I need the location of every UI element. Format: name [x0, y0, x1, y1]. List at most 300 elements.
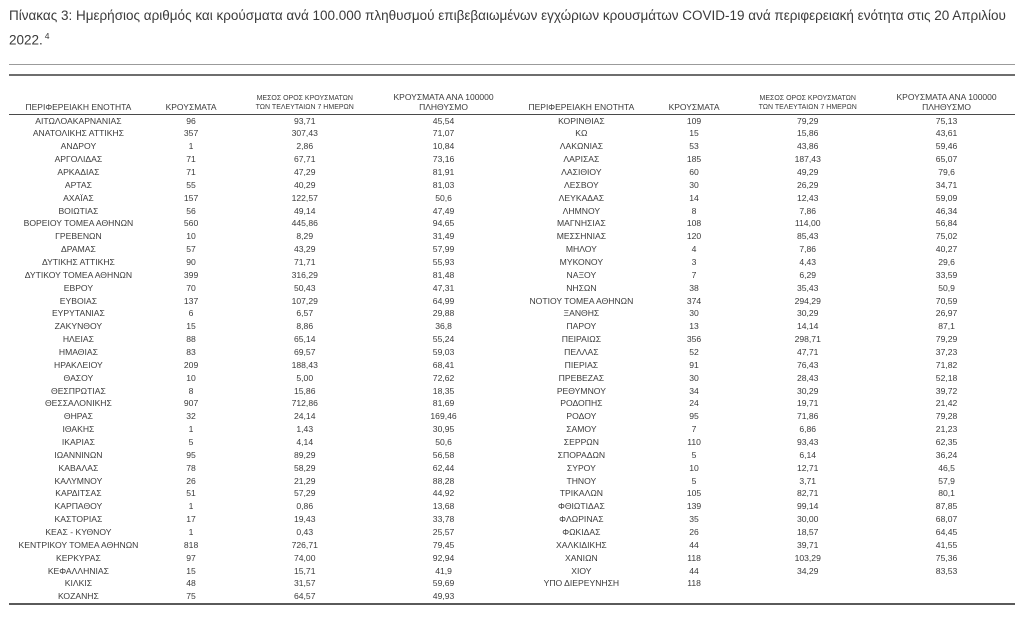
table-row: [9, 372, 1015, 385]
cell-per100k: 18,35: [432, 385, 455, 396]
table-row: [9, 436, 1015, 449]
cell-per100k: 50,6: [435, 436, 452, 447]
cell-avg7: 8,29: [296, 231, 314, 242]
cell-region: ΤΗΝΟΥ: [566, 475, 597, 486]
table-row: [9, 462, 1015, 475]
cell-per100k: 43,61: [935, 128, 958, 139]
cell-cases: 105: [686, 488, 702, 499]
cell-avg7: 4,43: [799, 256, 817, 267]
cell-region: ΛΑΣΙΘΙΟΥ: [561, 166, 602, 177]
cell-cases: 52: [689, 346, 699, 357]
cell-region: ΠΑΡΟΥ: [566, 321, 597, 332]
cell-per100k: 72,62: [432, 372, 455, 383]
cell-avg7: 712,86: [291, 398, 318, 409]
cell-avg7: 71,71: [293, 256, 316, 267]
cell-avg7: 1,43: [296, 424, 314, 435]
cell-avg7: 6,14: [799, 449, 817, 460]
cell-cases: 30: [689, 308, 699, 319]
cell-cases: 34: [689, 385, 699, 396]
cell-cases: 109: [686, 115, 702, 126]
table-row: [9, 179, 1015, 192]
table-row: [9, 590, 1015, 604]
cell-avg7: 12,43: [796, 192, 819, 203]
cell-per100k: 169,46: [430, 411, 457, 422]
cell-per100k: 71,82: [935, 359, 958, 370]
cell-avg7: 58,29: [293, 462, 316, 473]
cell-cases: 32: [186, 411, 196, 422]
cell-region: ΦΩΚΙΔΑΣ: [562, 527, 601, 537]
cell-region: ΜΕΣΣΗΝΙΑΣ: [556, 231, 607, 242]
cell-avg7: 26,29: [796, 179, 819, 190]
cell-cases: 10: [689, 462, 699, 473]
cell-per100k: 47,49: [432, 205, 455, 216]
cell-avg7: 24,14: [293, 411, 316, 422]
table-row: [9, 500, 1015, 513]
cell-avg7: 30,29: [796, 385, 819, 396]
cell-avg7: 43,29: [293, 244, 316, 255]
cell-region: ΚΑΒΑΛΑΣ: [58, 462, 99, 473]
table-header: [9, 76, 1015, 115]
cell-avg7: 6,29: [799, 269, 817, 280]
col-header-cases-right: ΚΡΟΥΣΜΑΤΑ: [651, 76, 738, 115]
cell-per100k: 34,71: [935, 179, 958, 190]
cell-cases: 157: [183, 192, 199, 203]
cell-region: ΑΧΑΪΑΣ: [63, 192, 94, 203]
cell-cases: 60: [689, 166, 699, 177]
table-row: [9, 153, 1015, 166]
table-row: [9, 449, 1015, 462]
table-row: [9, 243, 1015, 256]
cell-avg7: 89,29: [293, 449, 316, 460]
cell-per100k: 29,6: [938, 256, 955, 267]
cell-per100k: 30,95: [432, 424, 455, 435]
cell-avg7: 99,14: [796, 501, 819, 512]
cell-region: ΑΡΓΟΛΙΔΑΣ: [54, 154, 103, 165]
cell-per100k: 50,9: [938, 282, 955, 293]
cell-region: ΑΡΚΑΔΙΑΣ: [57, 166, 100, 177]
cell-per100k: 37,23: [935, 346, 958, 357]
cell-cases: 91: [689, 359, 699, 370]
cell-cases: 907: [183, 398, 199, 409]
cell-avg7: 726,71: [291, 539, 318, 550]
table-row: [9, 192, 1015, 205]
table-body: [9, 114, 1015, 604]
table-row: [9, 410, 1015, 423]
cell-cases: 356: [686, 334, 702, 345]
cell-avg7: 57,29: [293, 488, 316, 499]
cell-avg7: 15,71: [293, 565, 316, 576]
cell-avg7: 79,29: [796, 115, 819, 126]
cell-cases: 56: [186, 205, 196, 216]
cell-region: ΚΕΝΤΡΙΚΟΥ ΤΟΜΕΑ ΑΘΗΝΩΝ: [18, 539, 139, 550]
cell-per100k: 36,8: [435, 321, 452, 332]
cell-cases: 7: [691, 424, 697, 435]
cell-cases: 139: [686, 501, 702, 512]
cell-region: ΘΕΣΠΡΩΤΙΑΣ: [51, 385, 106, 396]
cell-per100k: 80,1: [938, 488, 955, 499]
cell-avg7: 19,71: [796, 398, 819, 409]
cell-avg7: 4,14: [296, 436, 314, 447]
cell-avg7: 40,29: [293, 179, 316, 190]
cell-cases: 14: [689, 192, 699, 203]
cell-region: ΒΟΙΩΤΙΑΣ: [58, 205, 99, 216]
cell-cases: 71: [186, 166, 196, 177]
cell-per100k: 62,35: [935, 436, 958, 447]
cell-cases: 10: [186, 372, 196, 383]
cell-cases: 108: [686, 218, 702, 229]
cell-region: ΘΗΡΑΣ: [63, 411, 93, 422]
cell-region: ΓΡΕΒΕΝΩΝ: [55, 231, 102, 242]
table-caption-text: Πίνακας 3: Ημερήσιος αριθμός και κρούσματα ανά 100.000 πληθυσμού επιβεβαιωμένων εγχώριων κρουσμάτων COVID-19 ανά περιφερειακή ενότητα στις 20 Απριλίου 2022.: [9, 8, 1006, 48]
cell-region: ΧΑΝΙΩΝ: [565, 552, 598, 563]
cell-region: ΛΑΚΩΝΙΑΣ: [559, 141, 604, 152]
table-row: [9, 205, 1015, 218]
cell-cases: 48: [186, 578, 196, 589]
cell-per100k: 40,27: [935, 244, 958, 255]
table-row: [9, 552, 1015, 565]
cell-per100k: 79,6: [938, 166, 955, 177]
cell-avg7: 71,86: [796, 411, 819, 422]
cell-per100k: 29,88: [432, 308, 455, 319]
cell-cases: 374: [686, 295, 702, 306]
cell-avg7: 74,00: [293, 552, 316, 563]
cell-region: ΙΚΑΡΙΑΣ: [61, 436, 95, 447]
cell-region: ΝΑΞΟΥ: [566, 269, 597, 280]
cell-region: ΤΡΙΚΑΛΩΝ: [559, 488, 603, 499]
cell-avg7: 30,00: [796, 514, 819, 525]
cell-per100k: 21,42: [935, 398, 958, 409]
cell-avg7: 114,00: [794, 218, 821, 229]
cell-region: ΑΝΑΤΟΛΙΚΗΣ ΑΤΤΙΚΗΣ: [32, 128, 124, 139]
cell-avg7: 307,43: [291, 128, 318, 139]
cell-cases: 1: [188, 527, 194, 537]
cell-avg7: 187,43: [794, 154, 821, 165]
cell-region: ΚΙΛΚΙΣ: [64, 578, 93, 589]
cell-cases: 15: [186, 321, 196, 332]
cell-per100k: 50,6: [435, 192, 452, 203]
cell-per100k: 94,65: [432, 218, 455, 229]
cell-cases: 26: [689, 527, 699, 537]
cell-region: ΚΑΣΤΟΡΙΑΣ: [54, 514, 103, 525]
cell-avg7: 15,86: [796, 128, 819, 139]
cell-region: ΙΩΑΝΝΙΝΩΝ: [54, 449, 103, 460]
table-row: [9, 577, 1015, 590]
cell-region: ΛΕΥΚΑΔΑΣ: [558, 192, 605, 203]
cell-region: ΚΑΡΔΙΤΣΑΣ: [55, 488, 102, 499]
cell-region: ΛΑΡΙΣΑΣ: [563, 154, 600, 165]
cell-cases: 30: [689, 179, 699, 190]
cell-per100k: 41,9: [435, 565, 452, 576]
cell-avg7: 5,00: [296, 372, 314, 383]
table-row: [9, 565, 1015, 578]
cell-per100k: 88,28: [432, 475, 455, 486]
cell-cases: 15: [186, 565, 196, 576]
col-header-region-left: ΠΕΡΙΦΕΡΕΙΑΚΗ ΕΝΟΤΗΤΑ: [9, 76, 148, 115]
table-row: [9, 282, 1015, 295]
cell-avg7: 15,86: [293, 385, 316, 396]
cell-avg7: 31,57: [293, 578, 316, 589]
table-row: [9, 526, 1015, 539]
cell-region: ΒΟΡΕΙΟΥ ΤΟΜΕΑ ΑΘΗΝΩΝ: [23, 218, 134, 229]
cell-region: ΔΡΑΜΑΣ: [61, 244, 96, 255]
cell-region: ΠΡΕΒΕΖΑΣ: [558, 372, 605, 383]
cell-region: ΠΕΛΛΑΣ: [564, 346, 599, 357]
cell-cases: 88: [186, 334, 196, 345]
table-row: [9, 487, 1015, 500]
cell-per100k: 21,23: [935, 424, 958, 435]
cell-avg7: 30,29: [796, 308, 819, 319]
cell-per100k: 79,28: [935, 411, 958, 422]
cell-region: ΚΕΦΑΛΛΗΝΙΑΣ: [47, 565, 109, 576]
cell-per100k: 62,44: [432, 462, 455, 473]
cell-avg7: 316,29: [291, 269, 318, 280]
cell-avg7: 65,14: [293, 334, 316, 345]
cell-avg7: 93,43: [796, 436, 819, 447]
cell-avg7: 14,14: [796, 321, 819, 332]
col-header-cases-left: ΚΡΟΥΣΜΑΤΑ: [148, 76, 235, 115]
cell-per100k: [878, 577, 1015, 590]
cell-cases: 51: [186, 488, 196, 499]
cell-per100k: 55,24: [432, 334, 455, 345]
cell-avg7: 34,29: [796, 565, 819, 576]
cell-cases: 818: [183, 539, 199, 550]
cell-per100k: 87,1: [938, 321, 955, 332]
cell-region: ΠΙΕΡΙΑΣ: [564, 359, 599, 370]
cell-per100k: 31,49: [432, 231, 455, 242]
cell-region: ΜΗΛΟΥ: [565, 244, 597, 255]
cell-cases: 53: [689, 141, 699, 152]
col-header-per100k-right: ΚΡΟΥΣΜΑΤΑ ΑΝΑ 100000 ΠΛΗΘΥΣΜΟ: [878, 76, 1015, 115]
cell-avg7: 69,57: [293, 346, 316, 357]
cell-region: ΑΙΤΩΛΟΑΚΑΡΝΑΝΙΑΣ: [35, 115, 122, 126]
cell-cases: [651, 590, 738, 604]
cell-cases: 95: [689, 411, 699, 422]
cell-region: ΘΕΣΣΑΛΟΝΙΚΗΣ: [44, 398, 112, 409]
table-row: [9, 140, 1015, 153]
cell-cases: 5: [691, 449, 697, 460]
cell-cases: 35: [689, 514, 699, 525]
cell-per100k: 75,36: [935, 552, 958, 563]
cell-avg7: [737, 590, 878, 604]
table-row: [9, 385, 1015, 398]
cell-avg7: 47,71: [796, 346, 819, 357]
cell-region: ΡΟΔΟΥ: [566, 411, 597, 422]
cell-per100k: 25,57: [432, 527, 455, 537]
cell-avg7: 12,71: [796, 462, 819, 473]
cell-avg7: 76,43: [796, 359, 819, 370]
cell-per100k: 52,18: [935, 372, 958, 383]
cell-cases: 70: [186, 282, 196, 293]
cell-cases: 15: [689, 128, 699, 139]
cell-avg7: 294,29: [794, 295, 821, 306]
cell-avg7: 19,43: [293, 514, 316, 525]
cell-avg7: 2,86: [296, 141, 314, 152]
cell-cases: 1: [188, 424, 194, 435]
table-row: [9, 295, 1015, 308]
cell-avg7: 8,86: [296, 321, 314, 332]
cell-per100k: 56,58: [432, 449, 455, 460]
table-row: [9, 513, 1015, 526]
table-row: [9, 230, 1015, 243]
cell-per100k: 79,45: [432, 539, 455, 550]
cell-region: ΛΕΣΒΟΥ: [564, 179, 599, 190]
cell-avg7: 50,43: [293, 282, 316, 293]
cell-cases: 1: [188, 501, 194, 512]
cell-region: ΚΩ: [575, 128, 588, 139]
cell-avg7: 39,71: [796, 539, 819, 550]
table-row: [9, 320, 1015, 333]
cell-per100k: 83,53: [935, 565, 958, 576]
cell-avg7: 93,71: [293, 115, 316, 126]
col-header-region-right: ΠΕΡΙΦΕΡΕΙΑΚΗ ΕΝΟΤΗΤΑ: [512, 76, 651, 115]
cell-region: ΚΑΛΥΜΝΟΥ: [54, 475, 103, 486]
cell-cases: 560: [183, 218, 199, 229]
cell-per100k: [878, 590, 1015, 604]
cell-avg7: 49,14: [293, 205, 316, 216]
cell-per100k: 87,85: [935, 501, 958, 512]
cell-region: ΜΑΓΝΗΣΙΑΣ: [556, 218, 606, 229]
cell-cases: 3: [691, 256, 697, 267]
cell-region: ΗΛΕΙΑΣ: [62, 334, 94, 345]
cell-per100k: 57,99: [432, 244, 455, 255]
cell-per100k: 59,69: [432, 578, 455, 589]
cell-cases: 13: [689, 321, 699, 332]
col-header-per100k-left: ΚΡΟΥΣΜΑΤΑ ΑΝΑ 100000 ΠΛΗΘΥΣΜΟ: [375, 76, 512, 115]
cell-avg7: 67,71: [293, 154, 316, 165]
cell-cases: 5: [691, 475, 697, 486]
cell-per100k: 57,9: [938, 475, 955, 486]
cell-cases: 57: [186, 244, 196, 255]
cell-per100k: 73,16: [432, 154, 455, 165]
cell-per100k: 81,69: [432, 398, 455, 409]
cell-region: ΛΗΜΝΟΥ: [562, 205, 601, 216]
cell-region: ΙΘΑΚΗΣ: [62, 424, 95, 435]
cell-region: ΝΗΣΩΝ: [566, 282, 597, 293]
table-row: [9, 423, 1015, 436]
cell-avg7: 298,71: [794, 334, 821, 345]
cell-avg7: 82,71: [796, 488, 819, 499]
cell-region: ΣΠΟΡΑΔΩΝ: [557, 449, 606, 460]
footnote-marker: 4: [44, 31, 50, 41]
cell-cases: 137: [183, 295, 199, 306]
cell-region: ΚΟΖΑΝΗΣ: [57, 591, 99, 602]
cell-region: ΞΑΝΘΗΣ: [563, 308, 600, 319]
cell-avg7: 18,57: [796, 527, 819, 537]
cell-per100k: 81,91: [432, 166, 455, 177]
cell-cases: 4: [691, 244, 697, 255]
cell-region: ΣΕΡΡΩΝ: [563, 436, 599, 447]
cell-per100k: 79,29: [935, 334, 958, 345]
cell-avg7: 21,29: [293, 475, 316, 486]
cell-per100k: 44,92: [432, 488, 455, 499]
table-row: [9, 127, 1015, 140]
cell-cases: 38: [689, 282, 699, 293]
cell-cases: 118: [687, 578, 701, 589]
col-header-avg7-left: ΜΕΣΟΣ ΟΡΟΣ ΚΡΟΥΣΜΑΤΩΝ ΤΩΝ ΤΕΛΕΥΤΑΙΩΝ 7 ΗΜΕΡΩΝ: [234, 76, 375, 115]
cell-per100k: 71,07: [432, 128, 455, 139]
cell-avg7: 47,29: [293, 166, 316, 177]
cell-per100k: 81,48: [432, 269, 455, 280]
cell-region: [512, 590, 651, 604]
table-row: [9, 114, 1015, 127]
cell-avg7: 43,86: [796, 141, 819, 152]
cell-cases: 8: [691, 205, 697, 216]
cell-avg7: 7,86: [799, 205, 817, 216]
cell-cases: 185: [686, 154, 702, 165]
table-caption: [9, 6, 1015, 51]
cell-region: ΕΥΒΟΙΑΣ: [59, 295, 98, 306]
cell-avg7: 6,57: [296, 308, 314, 319]
cell-per100k: 81,03: [432, 179, 455, 190]
table-row: [9, 333, 1015, 346]
cell-region: ΕΒΡΟΥ: [63, 282, 94, 293]
table-row: [9, 256, 1015, 269]
cell-cases: 26: [186, 475, 196, 486]
cell-per100k: 46,34: [935, 205, 958, 216]
cell-per100k: 33,78: [432, 514, 455, 525]
cell-region: ΧΙΟΥ: [571, 565, 592, 576]
table-row: [9, 346, 1015, 359]
cell-region: ΕΥΡΥΤΑΝΙΑΣ: [51, 308, 105, 319]
table-row: [9, 166, 1015, 179]
cell-region: ΧΑΛΚΙΔΙΚΗΣ: [556, 539, 607, 550]
cell-per100k: 64,99: [432, 295, 455, 306]
cell-region: ΖΑΚΥΝΘΟΥ: [54, 321, 103, 332]
cell-per100k: 41,55: [935, 539, 958, 550]
cell-per100k: 70,59: [935, 295, 958, 306]
cell-cases: 399: [183, 269, 199, 280]
cell-avg7: 188,43: [291, 359, 318, 370]
cell-per100k: 33,59: [935, 269, 958, 280]
cell-region: ΦΘΙΩΤΙΔΑΣ: [557, 501, 605, 512]
cell-region: ΝΟΤΙΟΥ ΤΟΜΕΑ ΑΘΗΝΩΝ: [529, 295, 634, 306]
cell-cases: 90: [186, 256, 196, 267]
cell-per100k: 75,02: [935, 231, 958, 242]
cell-cases: 120: [686, 231, 702, 242]
cell-region: ΚΕΑΣ - ΚΥΘΝΟΥ: [45, 527, 112, 537]
cell-per100k: 92,94: [432, 552, 455, 563]
col-header-avg7-right: ΜΕΣΟΣ ΟΡΟΣ ΚΡΟΥΣΜΑΤΩΝ ΤΩΝ ΤΕΛΕΥΤΑΙΩΝ 7 ΗΜΕΡΩΝ: [737, 76, 878, 115]
cell-per100k: 13,68: [432, 501, 455, 512]
table-row: [9, 307, 1015, 320]
cell-per100k: 64,45: [935, 527, 958, 537]
cell-per100k: 49,93: [432, 591, 455, 602]
cell-region: ΥΠΟ ΔΙΕΡΕΥΝΗΣΗ: [543, 578, 620, 589]
cell-region: ΣΥΡΟΥ: [566, 462, 596, 473]
table-row: [9, 269, 1015, 282]
cell-avg7: 6,86: [799, 424, 817, 435]
cell-avg7: 85,43: [796, 231, 819, 242]
cell-region: ΚΟΡΙΝΘΙΑΣ: [558, 115, 605, 126]
table-row: [9, 359, 1015, 372]
cell-cases: 97: [186, 552, 196, 563]
cell-avg7: 28,43: [796, 372, 819, 383]
cell-region: ΗΡΑΚΛΕΙΟΥ: [54, 359, 103, 370]
cell-cases: 96: [186, 115, 196, 126]
table-row: [9, 539, 1015, 552]
cell-per100k: 55,93: [432, 256, 455, 267]
cell-cases: 24: [689, 398, 699, 409]
cell-region: ΣΑΜΟΥ: [566, 424, 597, 435]
cell-per100k: 10,84: [432, 141, 455, 152]
cell-cases: 17: [186, 514, 196, 525]
cell-region: ΜΥΚΟΝΟΥ: [559, 256, 604, 267]
cell-cases: 75: [186, 591, 196, 602]
cell-region: ΑΝΔΡΟΥ: [60, 141, 97, 152]
cell-cases: 118: [687, 552, 701, 563]
cell-per100k: 68,41: [432, 359, 455, 370]
table-row: [9, 397, 1015, 410]
